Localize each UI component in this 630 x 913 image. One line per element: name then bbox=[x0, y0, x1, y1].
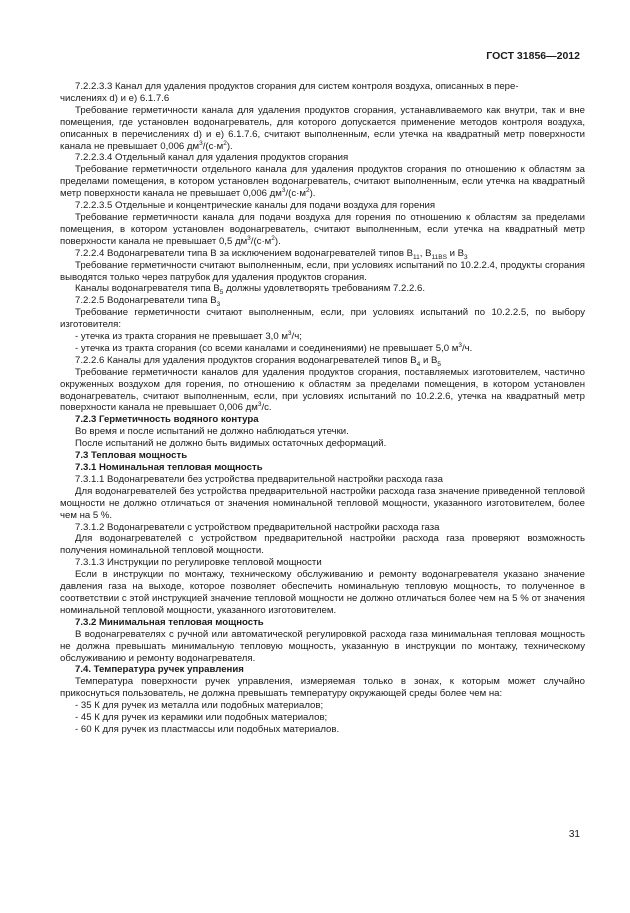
paragraph: Требование герметичности считают выполненным, если, при условиях испытаний по 10.2.2.5, по выбору изготовителя: bbox=[60, 307, 585, 331]
list-item: - 45 К для ручек из керамики или подобных материалов; bbox=[75, 712, 328, 724]
paragraph: Для водонагревателей с устройством предварительной настройки расхода газа проверяют возможность получения номинальной тепловой мощности. bbox=[60, 533, 585, 557]
paragraph: Требование герметичности отдельного канала для удаления продуктов сгорания по отношению к областям за пределами помещения, в котором установлен водонагреватель, считают выполненным, если утечка на квадратный метр поверхности канала не превышает 0,006 $дм^3/(с\cdot м^2)$. bbox=[60, 164, 585, 200]
standard-header: ГОСТ 31856—2012 bbox=[486, 50, 580, 62]
paragraph: Для водонагревателей без устройства предварительной настройки расхода газа значение приведенной тепловой мощности не должно отличаться от значения номинальной тепловой мощности, указанного изготовителем, более чем на 5 %. bbox=[60, 485, 585, 521]
clause-7-2-2-5: 7.2.2.5 Водонагреватели типа $В_3$ bbox=[75, 295, 221, 309]
clause-7-2-2-3-3: 7.2.2.3.3 Канал для удаления продуктов сгорания для систем контроля воздуха, описанных в пере- числениях d) и е) 6.1.7.6 bbox=[60, 81, 519, 104]
section-heading-7-2-3: 7.2.3 Герметичность водяного контура bbox=[75, 414, 259, 426]
paragraph: После испытаний не должно быть видимых остаточных деформаций. bbox=[75, 438, 387, 450]
paragraph: Требование герметичности каналов для удаления продуктов сгорания, поставляемых изготовителем, частично окруженных воздухом для горения, по отношению к областям за пределами помещения, в котором установлен водонагреватель, считают выполненным, если, при условиях испытаний по 10.2.2.6, утечка на квадратный метр поверхности канала не превышает 0,006 $дм^3/с$. bbox=[60, 366, 585, 414]
clause-7-2-2-3-4: 7.2.2.3.4 Отдельный канал для удаления продуктов сгорания bbox=[75, 152, 349, 164]
paragraph: В водонагревателях с ручной или автоматической регулировкой расхода газа минимальная тепловая мощность не должна превышать минимальную тепловую мощность, указанную в инструкции по монтажу, техническому обслуживанию и ремонту водонагревателя. bbox=[60, 628, 585, 664]
clause-7-2-2-4: 7.2.2.4 Водонагреватели типа В за исключением водонагревателей типов $В_{11}$, $В_{11BS}$ и $В_3$ bbox=[75, 247, 468, 261]
paragraph: Требование герметичности канала для подачи воздуха для горения по отношению к областям за пределами помещения, в котором установлен водонагреватель, считают выполненным, если утечка на квадратный метр поверхности канала не превышает 0,5 $дм^3/(с\cdot м^2)$. bbox=[60, 211, 585, 247]
paragraph: Требование герметичности канала для удаления продуктов сгорания, устанавливаемого как внутри, так и вне помещения, где установлен водонагреватель, для которого допускается применение методов контроля воздуха, описанных в перечислениях d) и е) 6.1.7.6, считают выполненным, если утечка на квадратный метр поверхности канала не превышает 0,006 $дм^3/(с\cdot м^2)$. bbox=[60, 104, 585, 152]
list-item: - утечка из тракта сгорания не превышает 3,0 $м^3/ч$; bbox=[75, 329, 302, 343]
section-heading-7-4: 7.4. Температура ручек управления bbox=[75, 664, 244, 676]
paragraph: Каналы водонагревателя типа $В_5$ должны удовлетворять требованиям 7.2.2.6. bbox=[75, 283, 426, 297]
document-body bbox=[60, 81, 585, 736]
section-heading-7-3: 7.3 Тепловая мощность bbox=[75, 450, 188, 462]
list-item: - 60 К для ручек из пластмассы или подобных материалов. bbox=[75, 723, 340, 735]
section-heading-7-3-2: 7.3.2 Минимальная тепловая мощность bbox=[75, 616, 264, 628]
list-item: - утечка из тракта сгорания (со всеми каналами и соединениями) не превышает 5,0 $м^3/ч$. bbox=[75, 341, 473, 354]
clause-7-3-1-2: 7.3.1.2 Водонагреватели с устройством предварительной настройки расхода газа bbox=[75, 521, 440, 533]
paragraph: Температура поверхности ручек управления, измеряемая только в зонах, к которым может случайно прикоснуться пользователь, не должна превышать температуру окружающей среды более чем на: bbox=[60, 676, 585, 700]
page-number: 31 bbox=[568, 829, 580, 840]
paragraph: Если в инструкции по монтажу, техническому обслуживанию и ремонту водонагревателя указано значение давления газа на выходе, которое позволяет обеспечить номинальную тепловую мощность, то полученное в соответствии с этой инструкцией значение тепловой мощности не должно отличаться более чем на 5 % от значения номинальной тепловой мощности, указанного изготовителем. bbox=[60, 569, 585, 616]
section-heading-7-3-1: 7.3.1 Номинальная тепловая мощность bbox=[75, 462, 263, 473]
clause-7-2-2-6: 7.2.2.6 Каналы для удаления продуктов сгорания водонагревателей типов $В_4$ и $В_5$ bbox=[75, 354, 442, 368]
clause-7-2-2-3-5: 7.2.2.3.5 Отдельные и концентрические каналы для подачи воздуха для горения bbox=[75, 200, 436, 212]
paragraph: Во время и после испытаний не должно наблюдаться утечки. bbox=[75, 426, 349, 438]
paragraph: Требование герметичности считают выполненным, если, при условиях испытаний по 10.2.2.4, продукты сгорания выводятся только через патрубок для удаления продуктов сгорания. bbox=[60, 259, 585, 283]
clause-7-3-1-1: 7.3.1.1 Водонагреватели без устройства предварительной настройки расхода газа bbox=[75, 473, 444, 485]
clause-7-3-1-3: 7.3.1.3 Инструкции по регулировке тепловой мощности bbox=[75, 557, 322, 569]
list-item: - 35 К для ручек из металла или подобных материалов; bbox=[75, 700, 324, 712]
